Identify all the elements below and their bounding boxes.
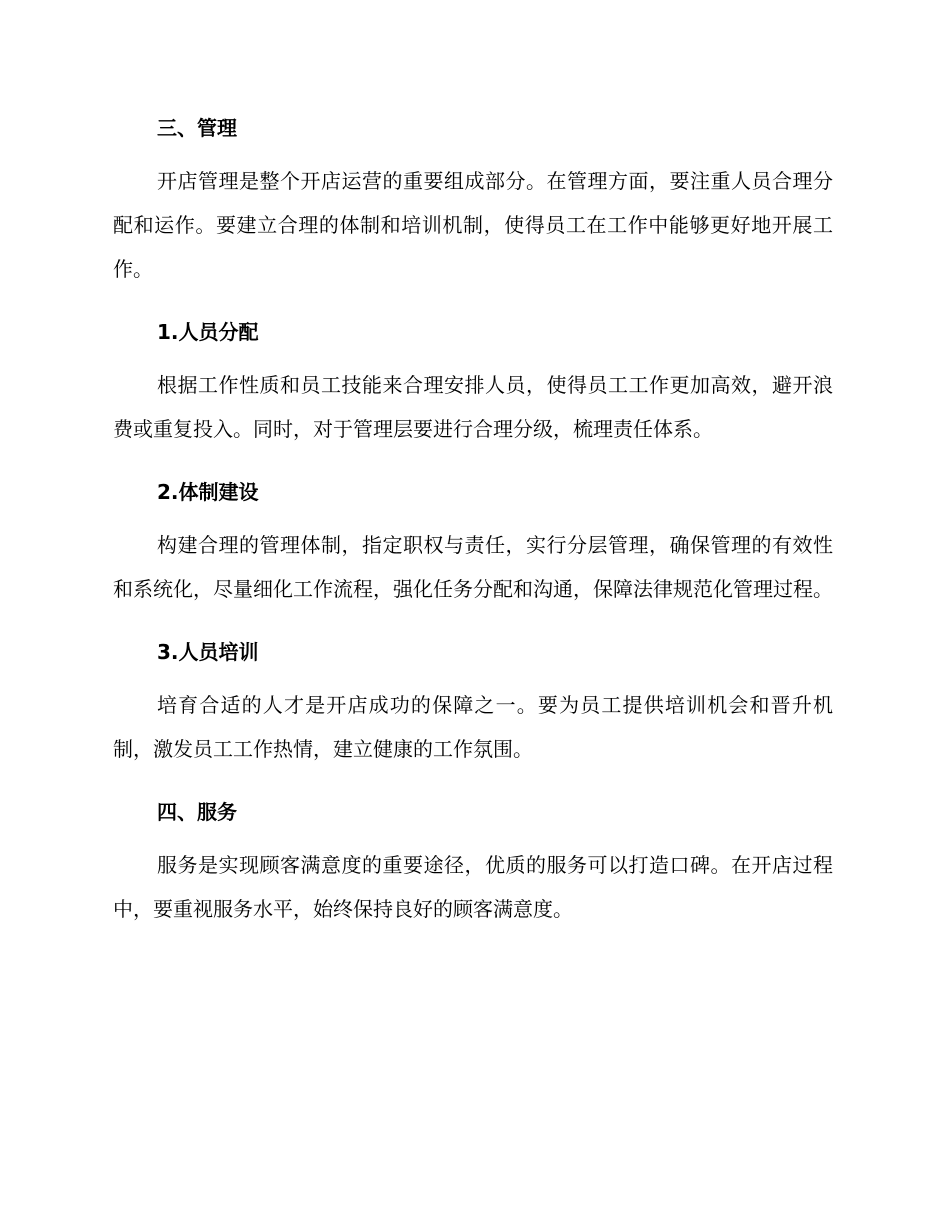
section-paragraph-service: 服务是实现顾客满意度的重要途径，优质的服务可以打造口碑。在开店过程中，要重视服务水平，始终保持良好的顾客满意度。 <box>113 853 833 921</box>
section-heading-service: 四、服务 <box>157 800 237 824</box>
section-heading-management: 三、管理 <box>157 116 237 140</box>
document-body <box>113 112 833 931</box>
section-paragraph-staff-training: 培育合适的人才是开店成功的保障之一。要为员工提供培训机会和晋升机制，激发员工工作热情，建立健康的工作氛围。 <box>113 693 833 761</box>
section-paragraph-staff-allocation: 根据工作性质和员工技能来合理安排人员，使得员工工作更加高效，避开浪费或重复投入。同时，对于管理层要进行合理分级，梳理责任体系。 <box>113 373 833 441</box>
section-heading-staff-training: 3.人员培训 <box>157 640 259 664</box>
section-paragraph-management: 开店管理是整个开店运营的重要组成部分。在管理方面，要注重人员合理分配和运作。要建立合理的体制和培训机制，使得员工在工作中能够更好地开展工作。 <box>113 169 833 281</box>
section-heading-staff-allocation: 1.人员分配 <box>157 320 259 344</box>
section-heading-system-building: 2.体制建设 <box>157 480 259 504</box>
section-paragraph-system-building: 构建合理的管理体制，指定职权与责任，实行分层管理，确保管理的有效性和系统化，尽量细化工作流程，强化任务分配和沟通，保障法律规范化管理过程。 <box>113 533 833 601</box>
